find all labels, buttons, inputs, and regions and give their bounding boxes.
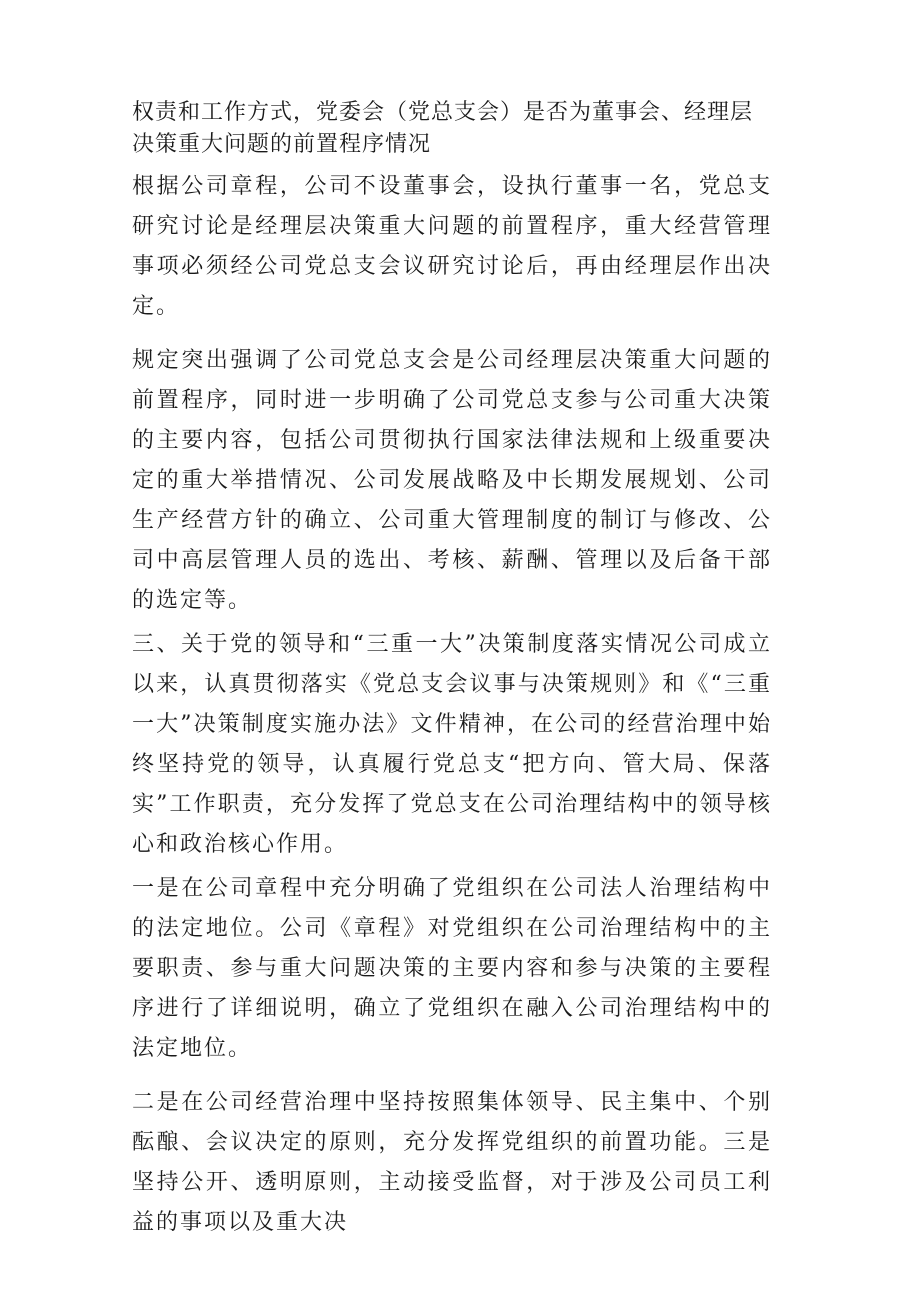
paragraph-point-two-three: 二是在公司经营治理中坚持按照集体领导、民主集中、个别酝酿、会议决定的原则，充分发挥党组织的前置功能。三是坚持公开、透明原则，主动接受监督，对于涉及公司员工利益的事项以及重大决: [132, 1090, 772, 1235]
paragraph-point-one: 一是在公司章程中充分明确了党组织在公司法人治理结构中的法定地位。公司《章程》对党组织在公司治理结构中的主要职责、参与重大问题决策的主要内容和参与决策的主要程序进行了详细说明，确立了党组织在融入公司治理结构中的法定地位。: [132, 876, 772, 1061]
section-heading: 权责和工作方式，党委会（党总支会）是否为董事会、经理层决策重大问题的前置程序情况: [132, 100, 754, 157]
paragraph-pre-procedure: 规定突出强调了公司党总支会是公司经理层决策重大问题的前置程序，同时进一步明确了公司党总支参与公司重大决策的主要内容，包括公司贯彻执行国家法律法规和上级重要决定的重大举措情况、公司发展战略及中长期发展规划、公司生产经营方针的确立、公司重大管理制度的制订与修改、公司中高层管理人员的选出、考核、薪酬、管理以及后备干部的选定等。: [132, 348, 772, 613]
paragraph-three-important-one-large: 三、关于党的领导和“三重一大”决策制度落实情况公司成立以来，认真贯彻落实《党总支会议事与决策规则》和《“三重一大”决策制度实施办法》文件精神，在公司的经营治理中始终坚持党的领导，认真履行党总支“把方向、管大局、保落实”工作职责，充分发挥了党总支在公司治理结构中的领导核心和政治核心作用。: [132, 632, 772, 857]
document-body: [132, 167, 772, 1243]
paragraph-articles-of-association: 根据公司章程，公司不设董事会，设执行董事一名，党总支研究讨论是经理层决策重大问题的前置程序，重大经营管理事项必须经公司党总支会议研究讨论后，再由经理层作出决定。: [132, 174, 772, 319]
